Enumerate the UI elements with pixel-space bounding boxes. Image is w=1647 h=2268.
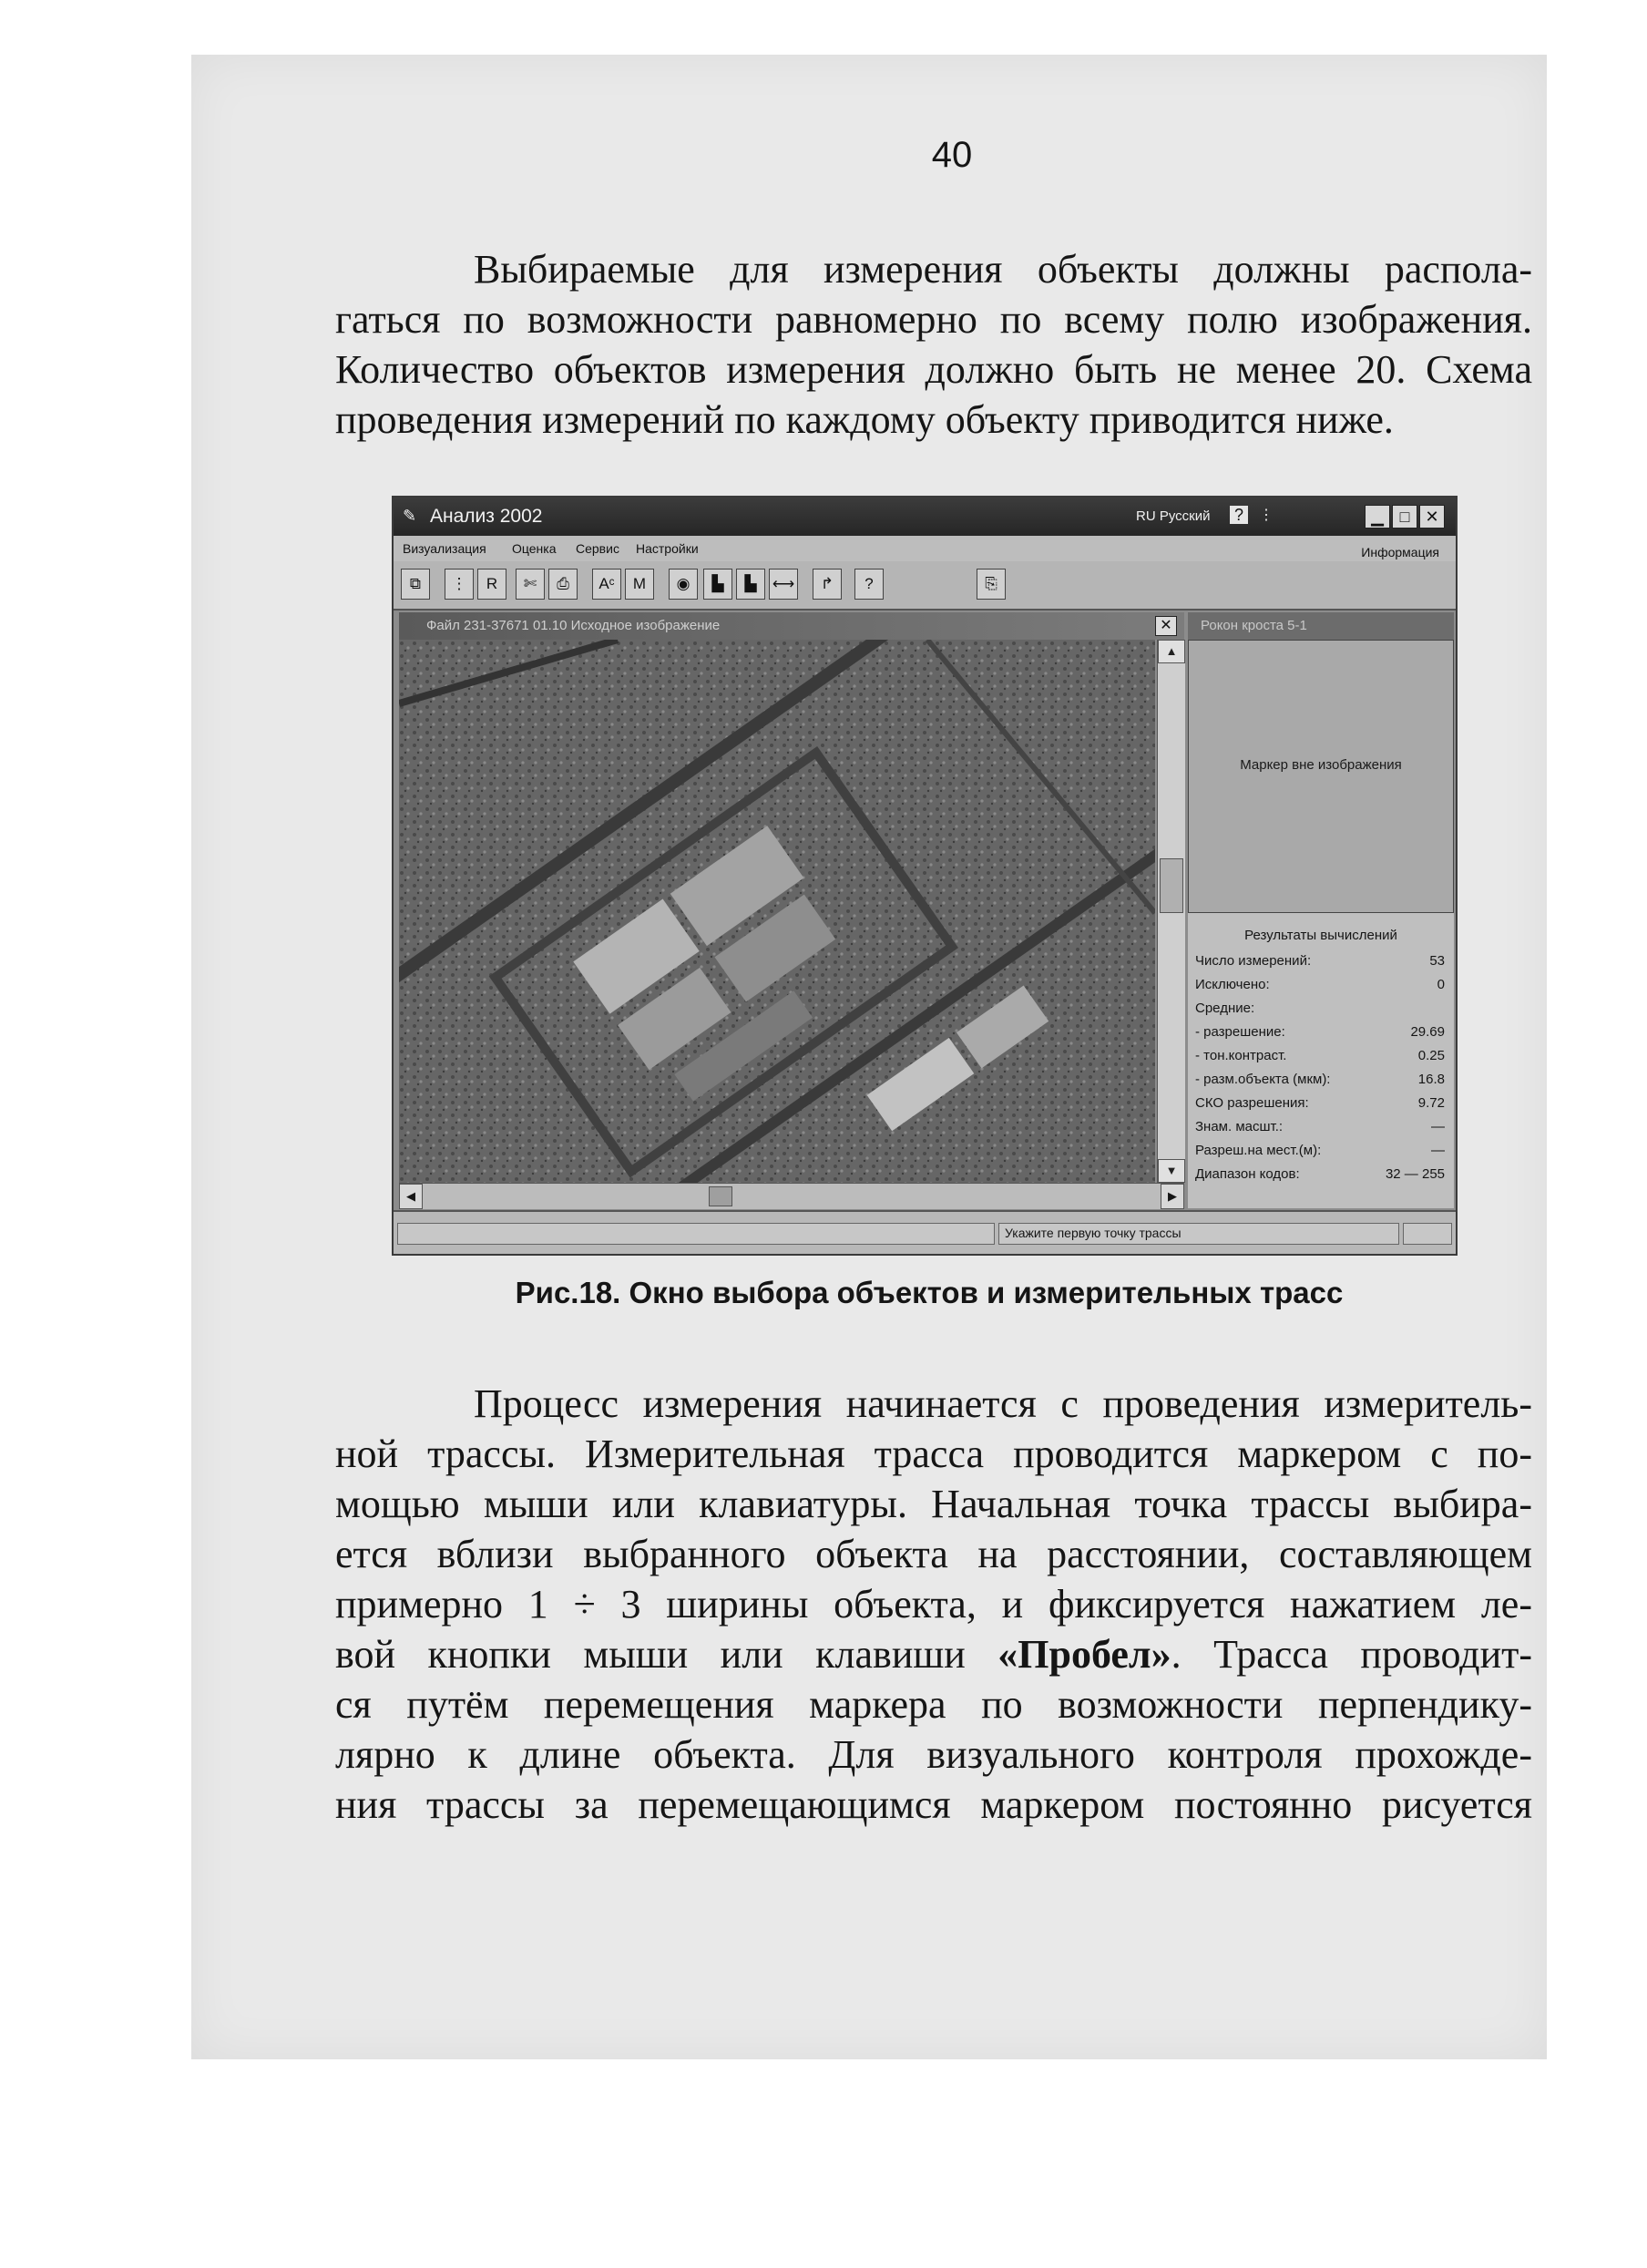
title-bar [394, 498, 1456, 536]
status-pane-empty [397, 1223, 995, 1245]
marker-status: Маркер вне изображения [1240, 757, 1402, 773]
side-panel-title-text: Рокон кроста 5-1 [1201, 618, 1307, 633]
app-icon: ✎ [403, 507, 417, 525]
hscroll-thumb[interactable] [709, 1186, 732, 1206]
info-label[interactable]: Информация [1361, 545, 1439, 559]
result-value: 16.8 [1417, 1072, 1445, 1087]
menu-evaluation[interactable]: Оценка [512, 541, 557, 556]
result-row [1195, 1119, 1445, 1141]
measure-track-icon[interactable]: ⟷ [769, 569, 798, 600]
result-row [1195, 1166, 1445, 1188]
image-window-close-button[interactable]: ✕ [1155, 616, 1177, 636]
scroll-thumb[interactable] [1160, 858, 1183, 913]
text-line: Количество объектов измерения должно быть не менее 20. Схема [335, 347, 1532, 392]
menu-settings[interactable]: Настройки [636, 541, 699, 556]
window-tile-icon[interactable]: ⧉ [401, 569, 430, 600]
text-line [335, 1629, 1532, 1679]
help-icon[interactable]: ? [1230, 506, 1248, 524]
marker-preview [1188, 640, 1454, 913]
result-row [1195, 1072, 1445, 1093]
page-number: 40 [931, 135, 973, 175]
histogram-small-icon[interactable]: ▙ [736, 569, 765, 600]
status-bar [394, 1210, 1456, 1256]
menu-visualization[interactable]: Визуализация [403, 541, 486, 556]
cut-icon[interactable]: ✄ [516, 569, 545, 600]
language-indicator[interactable]: RU Русский [1136, 508, 1211, 524]
scroll-right-icon[interactable]: ▶ [1161, 1184, 1184, 1209]
result-label: Число измерений: [1195, 953, 1312, 969]
text-line: ния трассы за перемещающимся маркером постоянно рисуется [335, 1782, 1532, 1827]
result-label: Разреш.на мест.(м): [1195, 1143, 1322, 1158]
help-toolbar-icon[interactable]: ? [854, 569, 884, 600]
image-window-title [399, 612, 1184, 640]
close-button[interactable]: ✕ [1419, 505, 1445, 529]
space-key-term: «Пробел» [997, 1632, 1171, 1677]
result-label: - разрешение: [1195, 1024, 1285, 1040]
result-row [1195, 953, 1445, 975]
separator-icon: ⋮ [445, 569, 474, 600]
toolbar [394, 561, 1456, 611]
text-line: проведения измерений по каждому объекту приводится ниже. [335, 397, 1394, 442]
text-line: Выбираемые для измерения объекты должны распола- [474, 247, 1532, 292]
maximize-button[interactable]: □ [1392, 505, 1417, 529]
aerial-image[interactable] [399, 640, 1155, 1183]
result-row [1195, 1048, 1445, 1070]
redo-icon[interactable]: ↱ [813, 569, 842, 600]
window-title: Анализ 2002 [430, 506, 543, 527]
result-row [1195, 1024, 1445, 1046]
scale-icon[interactable]: M [625, 569, 654, 600]
text-line: ется вблизи выбранного объекта на расстоянии, составляющем [335, 1532, 1532, 1576]
aerial-photo [399, 640, 1155, 1183]
results-header: Результаты вычислений [1244, 928, 1397, 943]
resolution-icon[interactable]: R [477, 569, 506, 600]
side-panel-title [1188, 612, 1454, 640]
paragraph-intro [335, 244, 1532, 445]
scroll-up-icon[interactable]: ▲ [1158, 640, 1185, 663]
results-panel [1188, 913, 1454, 1208]
app-window [392, 496, 1458, 1256]
result-label: СКО разрешения: [1195, 1095, 1309, 1111]
result-value: 0.25 [1417, 1048, 1445, 1063]
result-value: 32 — 255 [1385, 1166, 1445, 1182]
paragraph-process [335, 1379, 1532, 1830]
result-value: 29.69 [1410, 1024, 1445, 1040]
text-line: Процесс измерения начинается с проведения измеритель- [474, 1381, 1532, 1426]
result-label: Исключено: [1195, 977, 1270, 992]
print-icon[interactable]: ⎙ [548, 569, 578, 600]
result-row [1195, 977, 1445, 999]
result-value: 0 [1437, 977, 1445, 992]
result-label: - разм.объекта (мкм): [1195, 1072, 1331, 1087]
text-line: примерно 1 ÷ 3 ширины объекта, и фиксируется нажатием ле- [335, 1582, 1532, 1627]
menu-service[interactable]: Сервис [576, 541, 619, 556]
horizontal-scrollbar[interactable] [399, 1183, 1184, 1209]
text-line: ной трассы. Измерительная трасса проводится маркером с по- [335, 1432, 1532, 1476]
histogram-icon[interactable]: ▙ [703, 569, 732, 600]
status-message: Укажите первую точку трассы [998, 1223, 1399, 1245]
view-icon[interactable]: ◉ [669, 569, 698, 600]
result-value: 53 [1429, 953, 1445, 969]
result-value: 9.72 [1417, 1095, 1445, 1111]
result-row [1195, 1143, 1445, 1165]
menu-bar [394, 536, 1456, 561]
text-line: мощью мыши или клавиатуры. Начальная точка трассы выбира- [335, 1482, 1532, 1526]
scroll-left-icon[interactable]: ◀ [399, 1184, 423, 1209]
status-pane-grip [1403, 1223, 1452, 1245]
result-label: Диапазон кодов: [1195, 1166, 1300, 1182]
vertical-scrollbar[interactable] [1157, 640, 1185, 1183]
figure-caption: Рис.18. Окно выбора объектов и измерительных трасс [515, 1276, 1344, 1309]
minimize-button[interactable]: ▁ [1365, 505, 1390, 529]
image-window-title-text: Файл 231-37671 01.10 Исходное изображение [426, 618, 721, 633]
result-value: — [1431, 1119, 1445, 1134]
export-icon[interactable]: ⎘ [977, 569, 1006, 600]
text-line: лярно к длине объекта. Для визуального контроля прохожде- [335, 1732, 1532, 1777]
result-label: - тон.контраст. [1195, 1048, 1287, 1063]
result-row [1195, 1095, 1445, 1117]
text-line: гаться по возможности равномерно по всему полю изображения. [335, 297, 1532, 342]
result-label: Знам. масшт.: [1195, 1119, 1284, 1134]
text-run: . Трасса проводит- [1171, 1632, 1532, 1677]
grip-icon: ⋮ [1259, 508, 1274, 523]
result-label: Средние: [1195, 1001, 1255, 1016]
text-run: вой кнопки мыши или клавиши [335, 1632, 998, 1677]
text-line: ся путём перемещения маркера по возможности перпендику- [335, 1682, 1532, 1727]
result-row [1195, 1001, 1445, 1022]
scroll-down-icon[interactable]: ▼ [1158, 1159, 1185, 1183]
result-value: — [1431, 1143, 1445, 1158]
contrast-icon[interactable]: Aᶜ [592, 569, 621, 600]
